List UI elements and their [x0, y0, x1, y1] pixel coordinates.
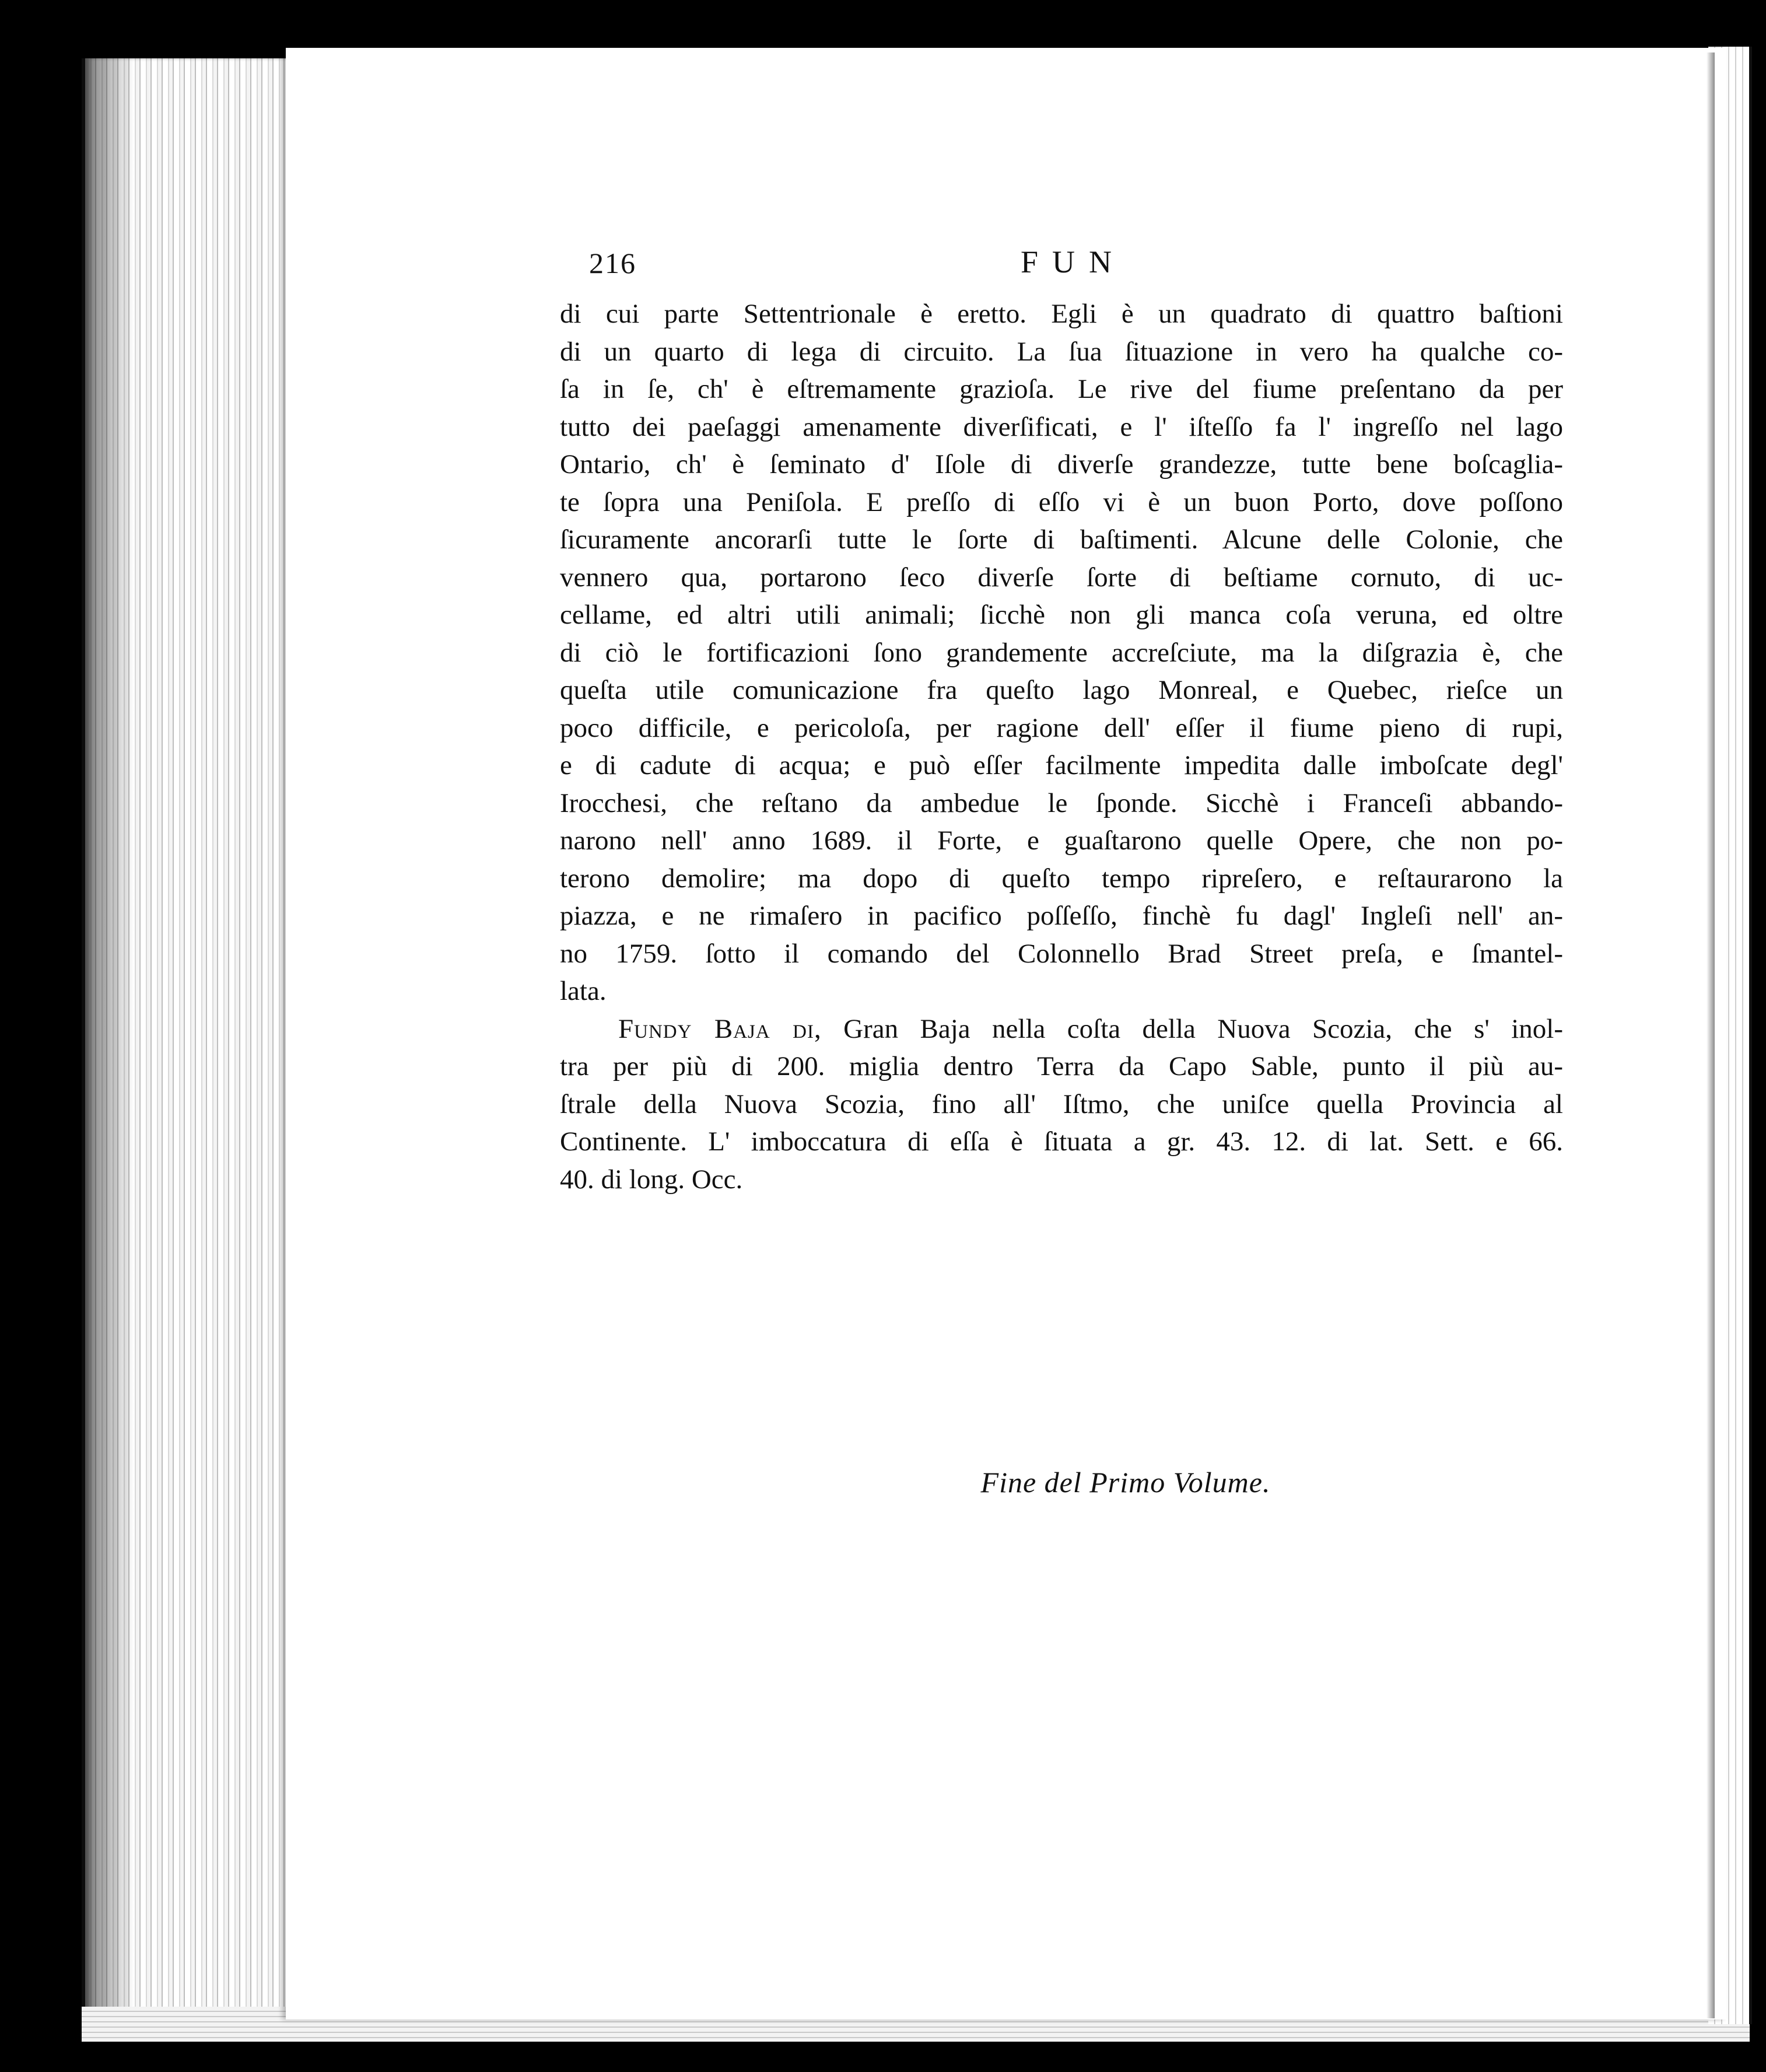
text-line: poco difficile, e pericoloſa, per ragione dell' eſſer il fiume pieno di rupi, — [560, 712, 1563, 743]
text-line: te ſopra una Peniſola. E preſſo di eſſo vi è un buon Porto, dove poſſono — [560, 487, 1563, 517]
entry-fundy — [560, 1010, 1563, 1199]
text-line: 40. di long. Occ. — [560, 1164, 743, 1195]
text-line: terono demolire; ma dopo di queſto tempo ripreſero, e reſtaurarono la — [560, 863, 1563, 894]
text-line: piazza, e ne rimaſero in pacifico poſſeſſo, finchè fu dagl' Ingleſi nell' an- — [560, 901, 1563, 931]
text-line: di ciò le fortificazioni ſono grandemente accreſciute, ma la diſgrazia è, che — [560, 637, 1563, 668]
running-headword: FUN — [1021, 244, 1126, 279]
spine-shadow — [82, 58, 134, 2013]
text-line: Ontario, ch' è ſeminato d' Iſole di diverſe grandezze, tutte bene boſcaglia- — [560, 449, 1563, 480]
text-line: Irocchesi, che reſtano da ambedue le ſponde. Sicchè i Franceſi abbando- — [560, 788, 1563, 818]
text-line: ſtrale della Nuova Scozia, fino all' Iſtmo, che uniſce quella Provincia al — [560, 1088, 1563, 1119]
text-line: tra per più di 200. miglia dentro Terra da Capo Sable, punto il più au- — [560, 1051, 1563, 1082]
entry-first-line-text: Gran Baja nella coſta della Nuova Scozia, che s' inol- — [843, 1013, 1564, 1044]
text-line: e di cadute di acqua; e può eſſer facilmente impedita dalle imboſcate degl' — [560, 750, 1563, 780]
text-line: narono nell' anno 1689. il Forte, e guaſtarono quelle Opere, che non po- — [560, 825, 1563, 856]
text-line: vennero qua, portarono ſeco diverſe ſorte di beſtiame cornuto, di uc- — [560, 562, 1563, 593]
text-block — [560, 244, 1564, 1499]
text-line: queſta utile comunicazione fra queſto lago Monreal, e Quebec, rieſce un — [560, 675, 1563, 705]
text-line: tutto dei paeſaggi amenamente diverſificati, e l' iſteſſo fa l' ingreſſo nel lago — [560, 411, 1563, 442]
text-line: cellame, ed altri utili animali; ſicchè non gli manca coſa veruna, ed oltre — [560, 600, 1563, 630]
text-line: Continente. L' imboccatura di eſſa è ſituata a gr. 43. 12. di lat. Sett. e 66. — [560, 1126, 1563, 1157]
entry-headword: Fundy Baja di, — [618, 1013, 822, 1044]
text-line: ſicuramente ancorarſi tutte le ſorte di baſtimenti. Alcune delle Colonie, che — [560, 524, 1563, 555]
text-line: lata. — [560, 976, 607, 1006]
entry-continued — [560, 295, 1563, 1010]
entry-first-line — [560, 1010, 1563, 1048]
text-line: di cui parte Settentrionale è eretto. Egli è un quadrato di quattro baſtioni — [560, 299, 1563, 329]
text-line: di un quarto di lega di circuito. La ſua ſituazione in vero ha qualche co- — [560, 336, 1563, 367]
printed-page — [286, 48, 1726, 2020]
closing-line: Fine del Primo Volume. — [980, 1466, 1271, 1499]
running-head — [560, 246, 1563, 287]
text-line: no 1759. ſotto il comando del Colonnello Brad Street preſa, e ſmantel- — [560, 938, 1563, 969]
right-gutter-shadow — [1707, 52, 1715, 2018]
text-line: ſa in ſe, ch' è eſtremamente grazioſa. Le rive del fiume preſentano da per — [560, 374, 1563, 404]
page-number: 216 — [589, 247, 636, 279]
